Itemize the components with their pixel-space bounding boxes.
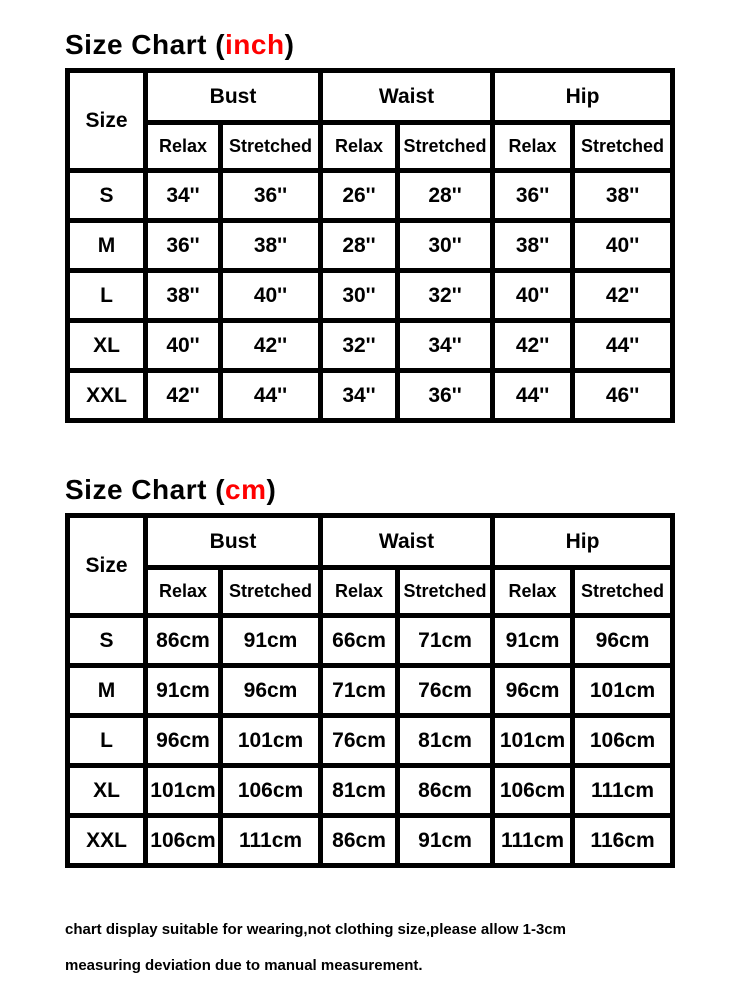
value-cell: 34'' [146, 171, 221, 221]
value-cell: 40'' [221, 271, 321, 321]
sub-header-cell: Stretched [221, 568, 321, 616]
value-cell: 36'' [493, 171, 573, 221]
value-cell: 106cm [146, 816, 221, 866]
value-cell: 38'' [573, 171, 673, 221]
size-label-cell: L [68, 716, 146, 766]
value-cell: 40'' [493, 271, 573, 321]
value-cell: 76cm [321, 716, 398, 766]
sub-header-cell: Relax [146, 568, 221, 616]
value-cell: 28'' [398, 171, 493, 221]
size-chart-cm-section [65, 475, 750, 868]
value-cell: 38'' [221, 221, 321, 271]
value-cell: 96cm [221, 666, 321, 716]
value-cell: 34'' [398, 321, 493, 371]
size-label-cell: L [68, 271, 146, 321]
value-cell: 42'' [221, 321, 321, 371]
group-header-waist: Waist [321, 516, 493, 568]
value-cell: 116cm [573, 816, 673, 866]
table-row [68, 766, 673, 816]
size-label-cell: S [68, 616, 146, 666]
size-label-cell: XL [68, 321, 146, 371]
title-prefix: Size Chart ( [65, 29, 226, 60]
value-cell: 106cm [493, 766, 573, 816]
title-unit-inch: inch [225, 29, 285, 60]
sub-header-cell: Stretched [573, 123, 673, 171]
value-cell: 42'' [573, 271, 673, 321]
value-cell: 38'' [493, 221, 573, 271]
value-cell: 40'' [573, 221, 673, 271]
value-cell: 32'' [398, 271, 493, 321]
value-cell: 111cm [221, 816, 321, 866]
value-cell: 44'' [221, 371, 321, 421]
table-row [68, 123, 673, 171]
sub-header-cell: Stretched [573, 568, 673, 616]
table-row [68, 666, 673, 716]
value-cell: 34'' [321, 371, 398, 421]
table-row [68, 516, 673, 568]
size-chart-cm-title [65, 475, 750, 505]
size-chart-inch-section [65, 30, 750, 423]
value-cell: 30'' [398, 221, 493, 271]
group-header-bust: Bust [146, 516, 321, 568]
value-cell: 36'' [221, 171, 321, 221]
value-cell: 66cm [321, 616, 398, 666]
title-suffix: ) [284, 29, 295, 60]
title-unit-cm: cm [225, 474, 267, 505]
value-cell: 86cm [321, 816, 398, 866]
measurement-disclaimer [65, 912, 750, 984]
value-cell: 101cm [573, 666, 673, 716]
table-row [68, 221, 673, 271]
disclaimer-line-2: measuring deviation due to manual measurement. [65, 957, 423, 974]
size-label-cell: XXL [68, 816, 146, 866]
title-prefix: Size Chart ( [65, 474, 226, 505]
group-header-hip: Hip [493, 516, 673, 568]
value-cell: 28'' [321, 221, 398, 271]
value-cell: 38'' [146, 271, 221, 321]
sub-header-cell: Relax [321, 123, 398, 171]
value-cell: 86cm [398, 766, 493, 816]
value-cell: 101cm [493, 716, 573, 766]
value-cell: 36'' [146, 221, 221, 271]
value-cell: 91cm [398, 816, 493, 866]
value-cell: 111cm [573, 766, 673, 816]
disclaimer-line-1: chart display suitable for wearing,not clothing size,please allow 1-3cm [65, 921, 566, 938]
value-cell: 71cm [321, 666, 398, 716]
value-cell: 40'' [146, 321, 221, 371]
size-label-cell: M [68, 221, 146, 271]
size-label-cell: S [68, 171, 146, 221]
value-cell: 44'' [493, 371, 573, 421]
value-cell: 30'' [321, 271, 398, 321]
sub-header-cell: Relax [321, 568, 398, 616]
value-cell: 26'' [321, 171, 398, 221]
table-row [68, 816, 673, 866]
size-label-cell: XXL [68, 371, 146, 421]
value-cell: 91cm [493, 616, 573, 666]
size-table-inch [65, 68, 675, 423]
title-suffix: ) [266, 474, 277, 505]
sub-header-cell: Stretched [221, 123, 321, 171]
value-cell: 46'' [573, 371, 673, 421]
value-cell: 101cm [221, 716, 321, 766]
value-cell: 36'' [398, 371, 493, 421]
sub-header-cell: Relax [493, 123, 573, 171]
size-label-cell: M [68, 666, 146, 716]
value-cell: 106cm [573, 716, 673, 766]
group-header-bust: Bust [146, 71, 321, 123]
group-header-hip: Hip [493, 71, 673, 123]
corner-header-cell: Size [68, 71, 146, 171]
value-cell: 96cm [146, 716, 221, 766]
group-header-waist: Waist [321, 71, 493, 123]
size-table-cm [65, 513, 675, 868]
sub-header-cell: Stretched [398, 568, 493, 616]
value-cell: 81cm [398, 716, 493, 766]
value-cell: 96cm [573, 616, 673, 666]
value-cell: 111cm [493, 816, 573, 866]
size-label-cell: XL [68, 766, 146, 816]
table-row [68, 371, 673, 421]
value-cell: 76cm [398, 666, 493, 716]
value-cell: 91cm [146, 666, 221, 716]
value-cell: 86cm [146, 616, 221, 666]
value-cell: 71cm [398, 616, 493, 666]
value-cell: 96cm [493, 666, 573, 716]
corner-header-cell: Size [68, 516, 146, 616]
value-cell: 101cm [146, 766, 221, 816]
sub-header-cell: Relax [146, 123, 221, 171]
value-cell: 91cm [221, 616, 321, 666]
table-row [68, 716, 673, 766]
table-row [68, 616, 673, 666]
table-row [68, 321, 673, 371]
value-cell: 44'' [573, 321, 673, 371]
table-row [68, 71, 673, 123]
table-row [68, 171, 673, 221]
sub-header-cell: Relax [493, 568, 573, 616]
value-cell: 42'' [146, 371, 221, 421]
table-row [68, 271, 673, 321]
value-cell: 81cm [321, 766, 398, 816]
table-row [68, 568, 673, 616]
sub-header-cell: Stretched [398, 123, 493, 171]
size-chart-inch-title [65, 30, 750, 60]
value-cell: 32'' [321, 321, 398, 371]
value-cell: 42'' [493, 321, 573, 371]
value-cell: 106cm [221, 766, 321, 816]
